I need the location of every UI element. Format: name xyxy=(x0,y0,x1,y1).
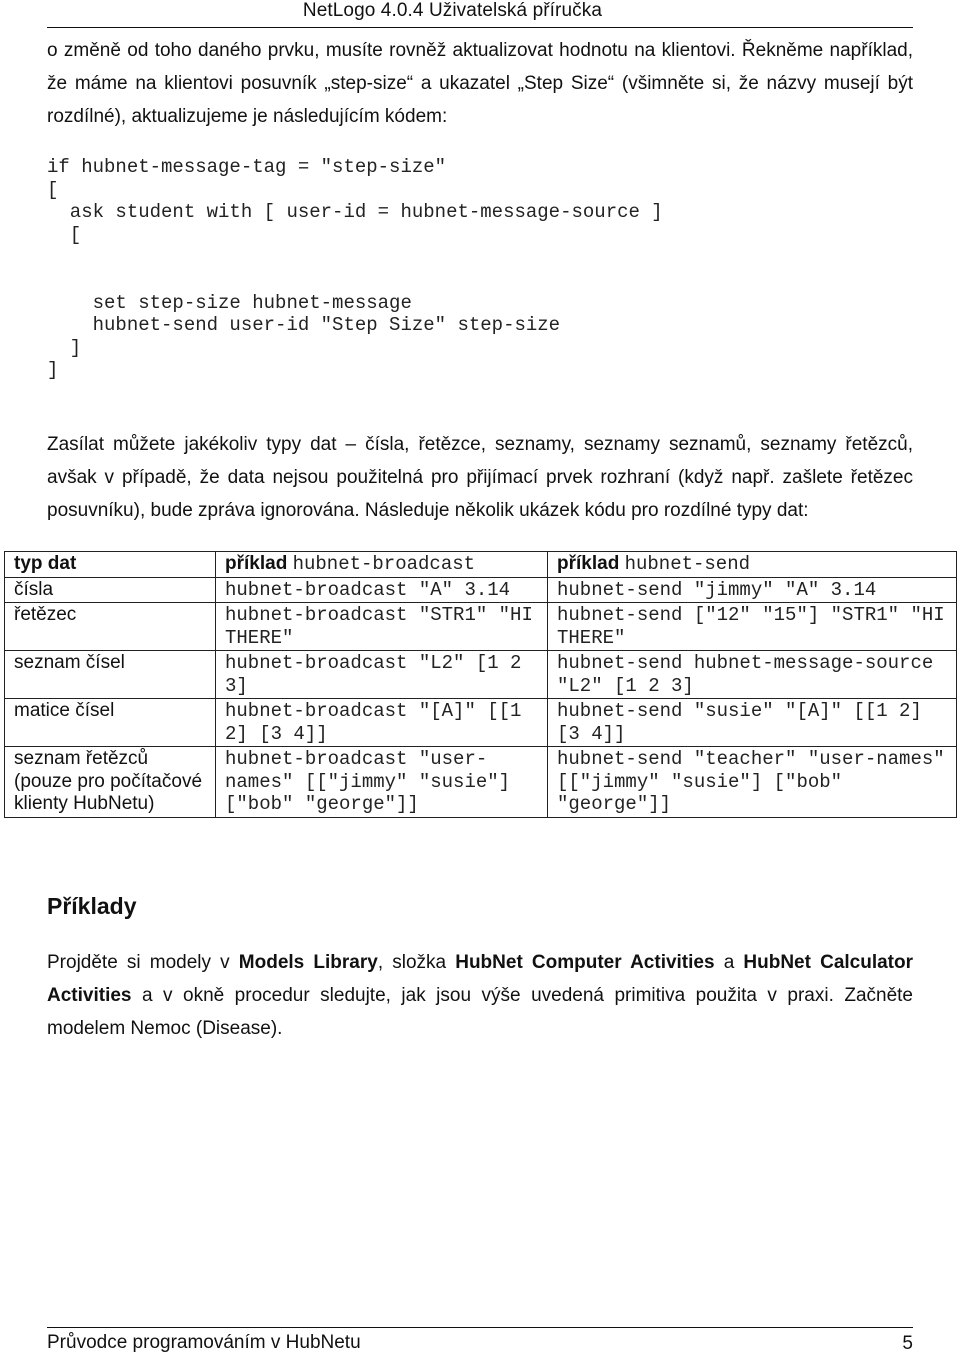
examples-text: a xyxy=(714,952,744,973)
table-header-row xyxy=(5,552,957,578)
table-cell-broadcast: hubnet-broadcast "user-names" [["jimmy" "susie"] ["bob" "george"]] xyxy=(216,747,548,818)
table-cell-broadcast: hubnet-broadcast "[A]" [[1 2] [3 4]] xyxy=(216,699,548,747)
footer-title: Průvodce programováním v HubNetu xyxy=(47,1332,361,1353)
table-cell-type: seznam čísel xyxy=(5,651,216,699)
page-number: 5 xyxy=(902,1333,913,1354)
table-header-code: hubnet-send xyxy=(624,553,751,575)
page-header-title: NetLogo 4.0.4 Uživatelská příručka xyxy=(302,0,602,21)
code-line: ] xyxy=(47,336,82,359)
examples-text: a v okně procedur sledujte, jak jsou výše uvedená primitiva použita v praxi. Začněte modelem Nemoc (Disease). xyxy=(47,985,913,1039)
table-header-cell: typ dat xyxy=(5,552,216,578)
table-row xyxy=(5,747,957,818)
table-cell-broadcast: hubnet-broadcast "STR1" "HI THERE" xyxy=(216,603,548,651)
models-library-term: Models Library xyxy=(238,952,378,973)
table-row xyxy=(5,577,957,603)
hubnet-computer-activities-term: HubNet Computer Activities xyxy=(455,952,715,973)
data-types-table xyxy=(4,551,957,818)
table-header-cell xyxy=(216,552,548,578)
examples-paragraph xyxy=(47,946,913,1045)
examples-text: Projděte si modely v xyxy=(47,952,239,973)
table-cell-send: hubnet-send "teacher" "user-names" [["jimmy" "susie"] ["bob" "george"]] xyxy=(548,747,957,818)
section-title: Příklady xyxy=(47,893,137,919)
table-cell-type: řetězec xyxy=(5,603,216,651)
table-header-code: hubnet-broadcast xyxy=(292,553,476,575)
hubnet-calculator-activities-term: HubNet Calculator Activities xyxy=(47,952,914,1006)
table-header-cell xyxy=(548,552,957,578)
code-line: hubnet-send user-id "Step Size" step-size xyxy=(47,314,561,337)
data-types-paragraph: Zasílat můžete jakékoliv typy dat – čísla, řetězce, seznamy, seznamy seznamů, seznamy řetězců, avšak v případě, že data nejsou použitelná pro přijímací prvek rozhraní (když např. zašlete řetězec posuvníku), bude zpráva ignorována. Následuje několik ukázek kódu pro rozdílné typy dat: xyxy=(47,434,913,521)
intro-paragraph: o změně od toho daného prvku, musíte rovněž aktualizovat hodnotu na klientovi. Řekněme například, že máme na klientovi posuvník „step-size“ a ukazatel „Step Size“ (všimněte si, že názvy musejí být rozdílné), aktualizujeme je následujícím kódem: xyxy=(47,40,913,127)
code-line: set step-size hubnet-message xyxy=(47,291,412,314)
table-cell-type: seznam řetězců (pouze pro počítačové klienty HubNetu) xyxy=(5,747,216,818)
code-line: if hubnet-message-tag = "step-size" xyxy=(47,156,447,178)
table-cell-broadcast: hubnet-broadcast "A" 3.14 xyxy=(216,577,548,603)
table-cell-send: hubnet-send "jimmy" "A" 3.14 xyxy=(548,577,957,603)
code-line: [ xyxy=(47,223,82,246)
code-line: [ xyxy=(47,178,59,201)
code-line: ] xyxy=(47,359,59,382)
footer-divider xyxy=(47,1327,913,1328)
table-row xyxy=(5,603,957,651)
table-cell-type: čísla xyxy=(5,577,216,603)
code-block xyxy=(47,156,747,386)
table-row xyxy=(5,651,957,699)
code-line: ask student with [ user-id = hubnet-message-source ] xyxy=(47,201,663,224)
table-cell-send: hubnet-send ["12" "15"] "STR1" "HI THERE" xyxy=(548,603,957,651)
table-header-label: příklad xyxy=(557,553,620,574)
table-cell-send: hubnet-send "susie" "[A]" [[1 2] [3 4]] xyxy=(548,699,957,747)
header-divider xyxy=(47,27,913,28)
table-cell-type: matice čísel xyxy=(5,699,216,747)
examples-text: , složka xyxy=(377,952,456,973)
table-cell-broadcast: hubnet-broadcast "L2" [1 2 3] xyxy=(216,651,548,699)
table-cell-send: hubnet-send hubnet-message-source "L2" [1 2 3] xyxy=(548,651,957,699)
table-header-label: příklad xyxy=(225,553,288,574)
table-row xyxy=(5,699,957,747)
